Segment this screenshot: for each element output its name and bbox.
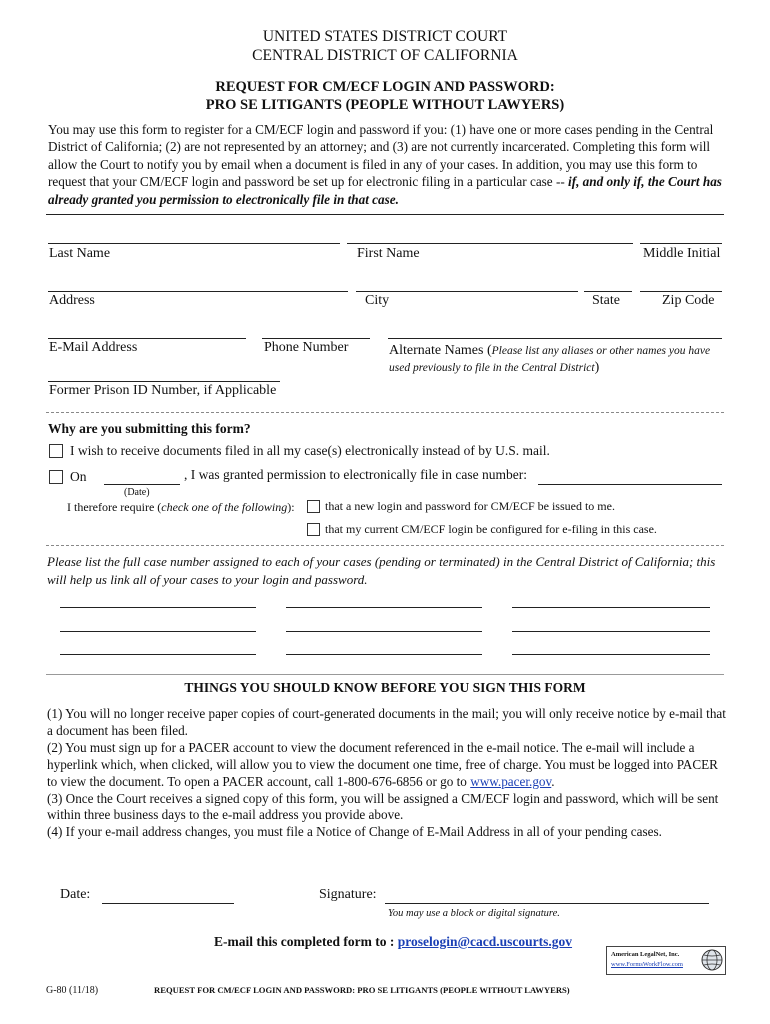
- email-instruction: [214, 934, 572, 950]
- option1-checkbox[interactable]: [49, 444, 63, 458]
- middle-initial-field[interactable]: [640, 243, 722, 244]
- new-login-label: that a new login and password for CM/ECF be issued to me.: [325, 499, 615, 513]
- pacer-link[interactable]: www.pacer.gov: [470, 773, 552, 789]
- intro-emphasis: if, and only if, the Court has already granted you permission to electronically file in that case.: [48, 174, 722, 207]
- option2-label: , I was granted permission to electronically file in case number:: [184, 467, 528, 482]
- date-caption: (Date): [124, 487, 150, 498]
- date-label: Date:: [60, 887, 91, 902]
- state-label: State: [592, 293, 620, 308]
- form-id: G-80 (11/18): [46, 985, 99, 996]
- permission-date-field[interactable]: [104, 484, 180, 485]
- alternate-names-field[interactable]: [388, 338, 722, 339]
- date-field[interactable]: [102, 903, 234, 904]
- first-name-field[interactable]: [347, 243, 633, 244]
- know-list: [47, 706, 727, 841]
- last-name-field[interactable]: [48, 243, 340, 244]
- court-name-line2: CENTRAL DISTRICT OF CALIFORNIA: [252, 47, 518, 64]
- case-number-line[interactable]: [286, 607, 482, 608]
- know-item-2-text: (2) You must sign up for a PACER account to view the document referenced in the e-mail notice. The e-mail will include a hyperlink which, when clicked, will allow you to view the document one time, free of charge. You must be logged into PACER to view the document. To open a PACER account, call 1-800-676-6856 or go to: [47, 739, 718, 789]
- know-item-3: (3) Once the Court receives a signed copy of this form, you will be assigned a CM/ECF login and password, which will be sent within three business days to the e-mail address you provide above.: [47, 790, 719, 823]
- case-number-line[interactable]: [60, 607, 256, 608]
- submit-email-link[interactable]: proselogin@cacd.uscourts.gov: [397, 934, 573, 949]
- zip-label: Zip Code: [662, 293, 715, 308]
- first-name-label: First Name: [357, 246, 420, 261]
- intro-paragraph: [48, 121, 723, 208]
- signature-label: Signature:: [319, 887, 377, 902]
- case-number-line[interactable]: [60, 631, 256, 632]
- email-label: E-Mail Address: [49, 340, 138, 355]
- new-login-checkbox[interactable]: [307, 500, 320, 513]
- alternate-names-title: Alternate Names (: [389, 343, 492, 358]
- prison-id-label: Former Prison ID Number, if Applicable: [49, 383, 277, 398]
- last-name-label: Last Name: [49, 246, 111, 261]
- case-number-field[interactable]: [538, 484, 722, 485]
- know-heading: THINGS YOU SHOULD KNOW BEFORE YOU SIGN THIS FORM: [184, 680, 586, 695]
- legalnet-badge: [606, 946, 726, 975]
- court-name-line1: UNITED STATES DISTRICT COURT: [262, 28, 508, 45]
- case-list-instructions: Please list the full case number assigned to each of your cases (pending or terminated) in the Central District of California; this will help us link all of your cases to your login and password.: [47, 554, 716, 587]
- know-item-1: (1) You will no longer receive paper copies of court-generated documents in the mail; you will only receive notice by e-mail that a document has been filed.: [47, 706, 726, 738]
- dashed-divider: [46, 545, 724, 546]
- state-field[interactable]: [584, 291, 632, 292]
- form-title-line1: REQUEST FOR CM/ECF LOGIN AND PASSWORD:: [215, 79, 555, 95]
- configure-login-label: that my current CM/ECF login be configured for e-filing in this case.: [325, 522, 657, 536]
- prison-id-field[interactable]: [48, 381, 280, 382]
- globe-icon: [701, 949, 723, 971]
- badge-line2[interactable]: www.FormsWorkFlow.com: [611, 961, 683, 968]
- city-label: City: [365, 293, 390, 308]
- option2-on-label: On: [70, 469, 87, 484]
- badge-line1: American LegalNet, Inc.: [611, 951, 680, 958]
- know-item-4: (4) If your e-mail address changes, you must file a Notice of Change of E-Mail Address in all of your pending cases.: [47, 824, 662, 840]
- form-title-line2: PRO SE LITIGANTS (PEOPLE WITHOUT LAWYERS): [205, 97, 565, 113]
- dashed-divider: [46, 412, 724, 413]
- alternate-names-label: [389, 342, 724, 376]
- email-prefix: E-mail this completed form to :: [214, 934, 395, 949]
- therefore-prefix: I therefore require (: [67, 500, 162, 514]
- know-item-2-end: .: [551, 773, 555, 789]
- case-number-line[interactable]: [512, 607, 710, 608]
- signature-hint: You may use a block or digital signature.: [388, 908, 560, 919]
- divider: [46, 674, 724, 675]
- therefore-italic: check one of the following: [161, 500, 288, 514]
- option2-checkbox[interactable]: [49, 470, 63, 484]
- case-number-line[interactable]: [60, 654, 256, 655]
- middle-initial-label: Middle Initial: [643, 246, 721, 261]
- why-question: Why are you submitting this form?: [48, 421, 251, 436]
- phone-field[interactable]: [262, 338, 370, 339]
- case-number-line[interactable]: [286, 631, 482, 632]
- case-number-line[interactable]: [286, 654, 482, 655]
- email-field[interactable]: [48, 338, 246, 339]
- therefore-suffix: ):: [287, 500, 295, 514]
- option1-label: I wish to receive documents filed in all my case(s) electronically instead of by U.S. mail.: [70, 443, 550, 458]
- address-field[interactable]: [48, 291, 348, 292]
- intro-text: You may use this form to register for a CM/ECF login and password if you: (1) have one or more cases pending in the Central District of California; (2) are not represented by an attorney; and (3) are not currently incarcerated. Completing this form will allow the Court to notify you by email when a document is filed in any of your cases. In addition, you may use this form to request that your CM/ECF login and password be set up for electronic filing in a particular case --: [48, 122, 714, 190]
- configure-login-checkbox[interactable]: [307, 523, 320, 536]
- phone-label: Phone Number: [264, 340, 349, 355]
- therefore-require-label: [67, 500, 295, 515]
- address-label: Address: [49, 293, 95, 308]
- zip-field[interactable]: [640, 291, 722, 292]
- alternate-names-close: ): [594, 360, 600, 375]
- signature-field[interactable]: [385, 903, 709, 904]
- footer-title: REQUEST FOR CM/ECF LOGIN AND PASSWORD: PRO SE LITIGANTS (PEOPLE WITHOUT LAWYERS): [154, 985, 570, 995]
- divider: [46, 214, 724, 215]
- city-field[interactable]: [356, 291, 578, 292]
- alternate-names-hint: Please list any aliases or other names you have used previously to file in the Central District: [389, 345, 711, 374]
- case-number-line[interactable]: [512, 631, 710, 632]
- case-number-line[interactable]: [512, 654, 710, 655]
- know-item-2: [47, 740, 727, 791]
